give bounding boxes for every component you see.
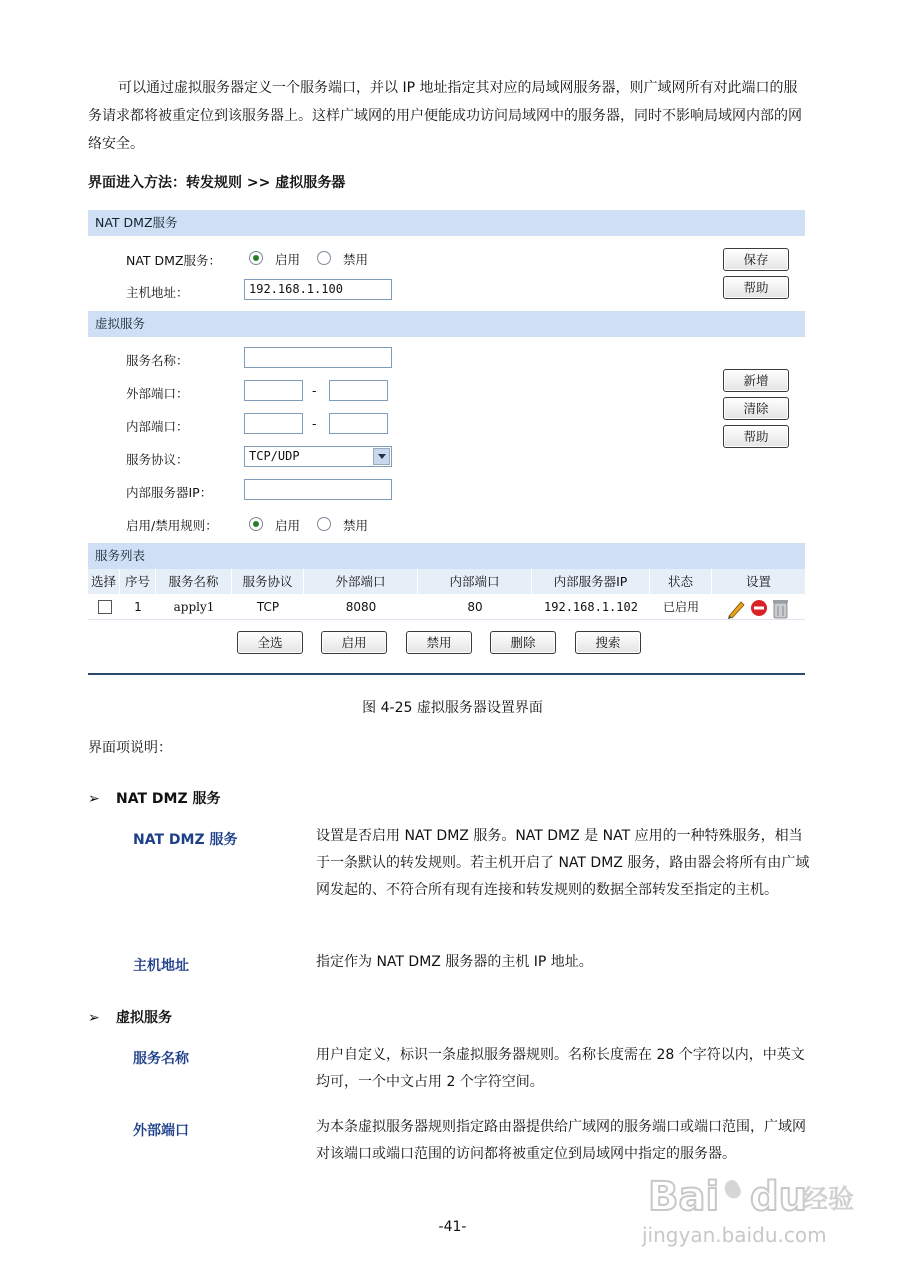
internal-port-end-input[interactable] xyxy=(329,413,388,434)
virtual-service-header: 虚拟服务 xyxy=(88,311,805,337)
row-name: apply1 xyxy=(173,600,215,614)
row-protocol: TCP xyxy=(256,600,280,614)
row-actions xyxy=(719,597,799,619)
page-number: -41- xyxy=(438,1219,467,1235)
server-ip-label: 内部服务器IP： xyxy=(126,485,213,500)
clear-button[interactable]: 清除 xyxy=(723,397,789,420)
col-index: 序号 xyxy=(120,569,156,594)
external-port-label: 外部端口： xyxy=(126,386,189,401)
row-server-ip: 192.168.1.102 xyxy=(544,600,638,614)
rule-toggle-label: 启用/禁用规则： xyxy=(126,518,218,533)
enable-selected-button[interactable]: 启用 xyxy=(321,631,387,654)
internal-port-dash: - xyxy=(312,416,317,431)
nat-help-button[interactable]: 帮助 xyxy=(723,276,789,299)
baidu-watermark-logo xyxy=(640,1160,860,1260)
row-status: 已启用 xyxy=(662,600,699,614)
bullet-arrow-icon: ➢ xyxy=(88,791,100,807)
table-row xyxy=(88,594,805,620)
chevron-down-icon[interactable] xyxy=(373,448,390,465)
external-port-end-input[interactable] xyxy=(329,380,388,401)
section-bullet-virtual-service xyxy=(88,1007,172,1027)
term-external-port: 外部端口 xyxy=(133,1123,189,1139)
service-name-input[interactable] xyxy=(244,347,392,368)
rule-enable-radio[interactable] xyxy=(249,517,263,531)
col-protocol: 服务协议 xyxy=(232,569,304,594)
external-port-dash: - xyxy=(312,383,317,398)
edit-pencil-icon[interactable] xyxy=(728,602,744,619)
figure-caption: 图 4-25 虚拟服务器设置界面 xyxy=(362,700,543,716)
col-ext-port: 外部端口 xyxy=(304,569,418,594)
section-title: 虚拟服务 xyxy=(116,1010,172,1026)
col-settings: 设置 xyxy=(745,574,771,589)
term-service-name: 服务名称 xyxy=(133,1051,189,1067)
protocol-select[interactable] xyxy=(244,446,392,467)
nat-dmz-label: NAT DMZ服务： xyxy=(126,253,222,268)
items-header: 界面项说明： xyxy=(88,740,172,756)
trash-icon[interactable] xyxy=(773,600,788,618)
add-button[interactable]: 新增 xyxy=(723,369,789,392)
col-select: 选择 xyxy=(88,569,120,594)
desc-service-name: 用户自定义，标识一条虚拟服务器规则。名称长度需在 28 个字符以内，中英文均可，一个中文占用 2 个字符空间。 xyxy=(316,1047,805,1090)
select-all-button[interactable]: 全选 xyxy=(237,631,303,654)
desc-host-address: 指定作为 NAT DMZ 服务器的主机 IP 地址。 xyxy=(316,954,593,970)
server-ip-input[interactable] xyxy=(244,479,392,500)
term-host-address: 主机地址 xyxy=(133,958,189,974)
row-index: 1 xyxy=(134,600,142,614)
col-status: 状态 xyxy=(650,569,712,594)
virtual-help-button[interactable]: 帮助 xyxy=(723,425,789,448)
protocol-label: 服务协议： xyxy=(126,452,189,467)
disable-selected-button[interactable]: 禁用 xyxy=(406,631,472,654)
protocol-value: TCP/UDP xyxy=(249,449,300,463)
rule-enable-label: 启用 xyxy=(275,518,301,533)
desc-external-port: 为本条虚拟服务器规则指定路由器提供给广域网的服务端口或端口范围，广域网对该端口或端口范围的访问都将被重定位到局域网中指定的服务器。 xyxy=(316,1119,806,1162)
intro-paragraph: 可以通过虚拟服务器定义一个服务端口，并以 IP 地址指定其对应的局域网服务器，则广域网所有对此端口的服务请求都将被重定位到该服务器上。这样广域网的用户便能成功访问局域网中的服务器，同时不影响局域网内部的网络安全。 xyxy=(88,80,802,152)
row-settings xyxy=(712,594,805,620)
figure-bottom-rule xyxy=(88,673,805,675)
rule-disable-label: 禁用 xyxy=(343,518,369,533)
col-server-ip: 内部服务器IP xyxy=(532,569,650,594)
svg-text:du: du xyxy=(750,1174,808,1220)
entry-path: 界面进入方法：转发规则 >> 虚拟服务器 xyxy=(88,175,346,191)
internal-port-start-input[interactable] xyxy=(244,413,303,434)
svg-text:jingyan.baidu.com: jingyan.baidu.com xyxy=(642,1223,827,1247)
delete-selected-button[interactable]: 删除 xyxy=(490,631,556,654)
section-bullet-nat-dmz xyxy=(88,788,220,808)
svg-text:经验: 经验 xyxy=(802,1185,855,1215)
save-button[interactable]: 保存 xyxy=(723,248,789,271)
col-int-port: 内部端口 xyxy=(418,569,532,594)
disable-circle-icon[interactable] xyxy=(751,600,767,616)
host-address-input[interactable]: 192.168.1.100 xyxy=(244,279,392,300)
row-select-checkbox[interactable] xyxy=(98,600,112,614)
desc-nat-dmz: 设置是否启用 NAT DMZ 服务。NAT DMZ 是 NAT 应用的一种特殊服务，相当于一条默认的转发规则。若主机开启了 NAT DMZ 服务，路由器会将所有由广域网发起的、不符合所有现有连接和转发规则的数据全部转发至指定的主机。 xyxy=(316,828,810,898)
term-nat-dmz: NAT DMZ 服务 xyxy=(133,832,238,848)
section-title: NAT DMZ 服务 xyxy=(116,791,221,807)
col-name: 服务名称 xyxy=(156,569,232,594)
nat-dmz-disable-radio[interactable] xyxy=(317,251,331,265)
nat-dmz-header: NAT DMZ服务 xyxy=(88,210,805,236)
internal-port-label: 内部端口： xyxy=(126,419,189,434)
row-ext-port: 8080 xyxy=(345,600,377,614)
host-address-label: 主机地址： xyxy=(126,285,189,300)
nat-dmz-enable-label: 启用 xyxy=(275,252,301,267)
service-list-header: 服务列表 xyxy=(88,543,805,569)
row-int-port: 80 xyxy=(467,600,483,614)
nat-dmz-disable-label: 禁用 xyxy=(343,252,369,267)
nat-dmz-enable-radio[interactable] xyxy=(249,251,263,265)
svg-text:Bai: Bai xyxy=(648,1174,720,1220)
service-table-header xyxy=(88,569,805,594)
bullet-arrow-icon: ➢ xyxy=(88,1010,100,1026)
rule-disable-radio[interactable] xyxy=(317,517,331,531)
external-port-start-input[interactable] xyxy=(244,380,303,401)
search-button[interactable]: 搜索 xyxy=(575,631,641,654)
router-ui-panel xyxy=(88,210,805,676)
service-name-label: 服务名称： xyxy=(126,353,189,368)
